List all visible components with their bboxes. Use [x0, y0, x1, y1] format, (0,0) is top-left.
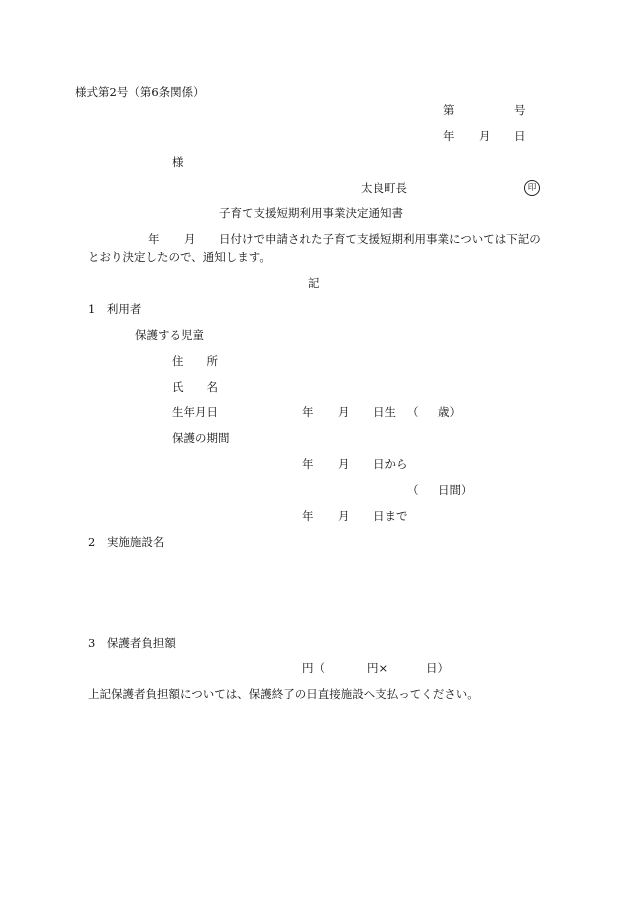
- days-open: （: [407, 483, 419, 497]
- age-open: （: [407, 405, 419, 419]
- closing-note: 上記保護者負担額については、保護終了の日直接施設へ支払ってください。: [88, 687, 479, 701]
- intro-month: 月: [184, 232, 196, 246]
- document-title: 子育て支援短期利用事業決定通知書: [219, 206, 403, 220]
- from-day: 日から: [373, 457, 408, 471]
- name-label: 氏 名: [172, 380, 218, 394]
- address-label: 住 所: [172, 354, 218, 368]
- issuer-title: 太良町長: [361, 181, 407, 195]
- birth-year: 年: [302, 405, 314, 419]
- to-day: 日まで: [373, 509, 408, 523]
- date-year: 年: [443, 129, 455, 143]
- birthdate-label: 生年月日: [172, 405, 218, 419]
- date-month: 月: [479, 129, 491, 143]
- form-number: 様式第2号（第6条関係）: [75, 85, 205, 99]
- to-year: 年: [302, 509, 314, 523]
- ki-heading: 記: [308, 276, 320, 290]
- birth-day: 日生: [373, 405, 396, 419]
- amount-days: 日）: [426, 661, 449, 675]
- intro-year: 年: [148, 232, 160, 246]
- amount-yen-times: 円×: [367, 661, 389, 675]
- to-month: 月: [338, 509, 350, 523]
- intro-line1: 日付けで申請された子育て支援短期利用事業については下記の: [219, 232, 541, 246]
- section1-heading: 1 利用者: [88, 302, 142, 316]
- from-month: 月: [338, 457, 350, 471]
- age-label: 歳）: [438, 405, 461, 419]
- section2-heading: 2 実施施設名: [88, 535, 165, 549]
- addressee-honorific: 様: [172, 155, 184, 169]
- doc-number-suffix: 号: [514, 103, 526, 117]
- date-day: 日: [514, 129, 526, 143]
- birth-month: 月: [338, 405, 350, 419]
- intro-line2: とおり決定したので、通知します。: [88, 250, 271, 264]
- section3-heading: 3 保護者負担額: [88, 636, 176, 650]
- period-label: 保護の期間: [172, 431, 230, 445]
- from-year: 年: [302, 457, 314, 471]
- issuer-seal: 印: [524, 180, 540, 196]
- doc-number-prefix: 第: [443, 103, 455, 117]
- child-label: 保護する児童: [135, 328, 204, 342]
- days-close: 日間）: [438, 483, 473, 497]
- amount-yen: 円（: [302, 661, 325, 675]
